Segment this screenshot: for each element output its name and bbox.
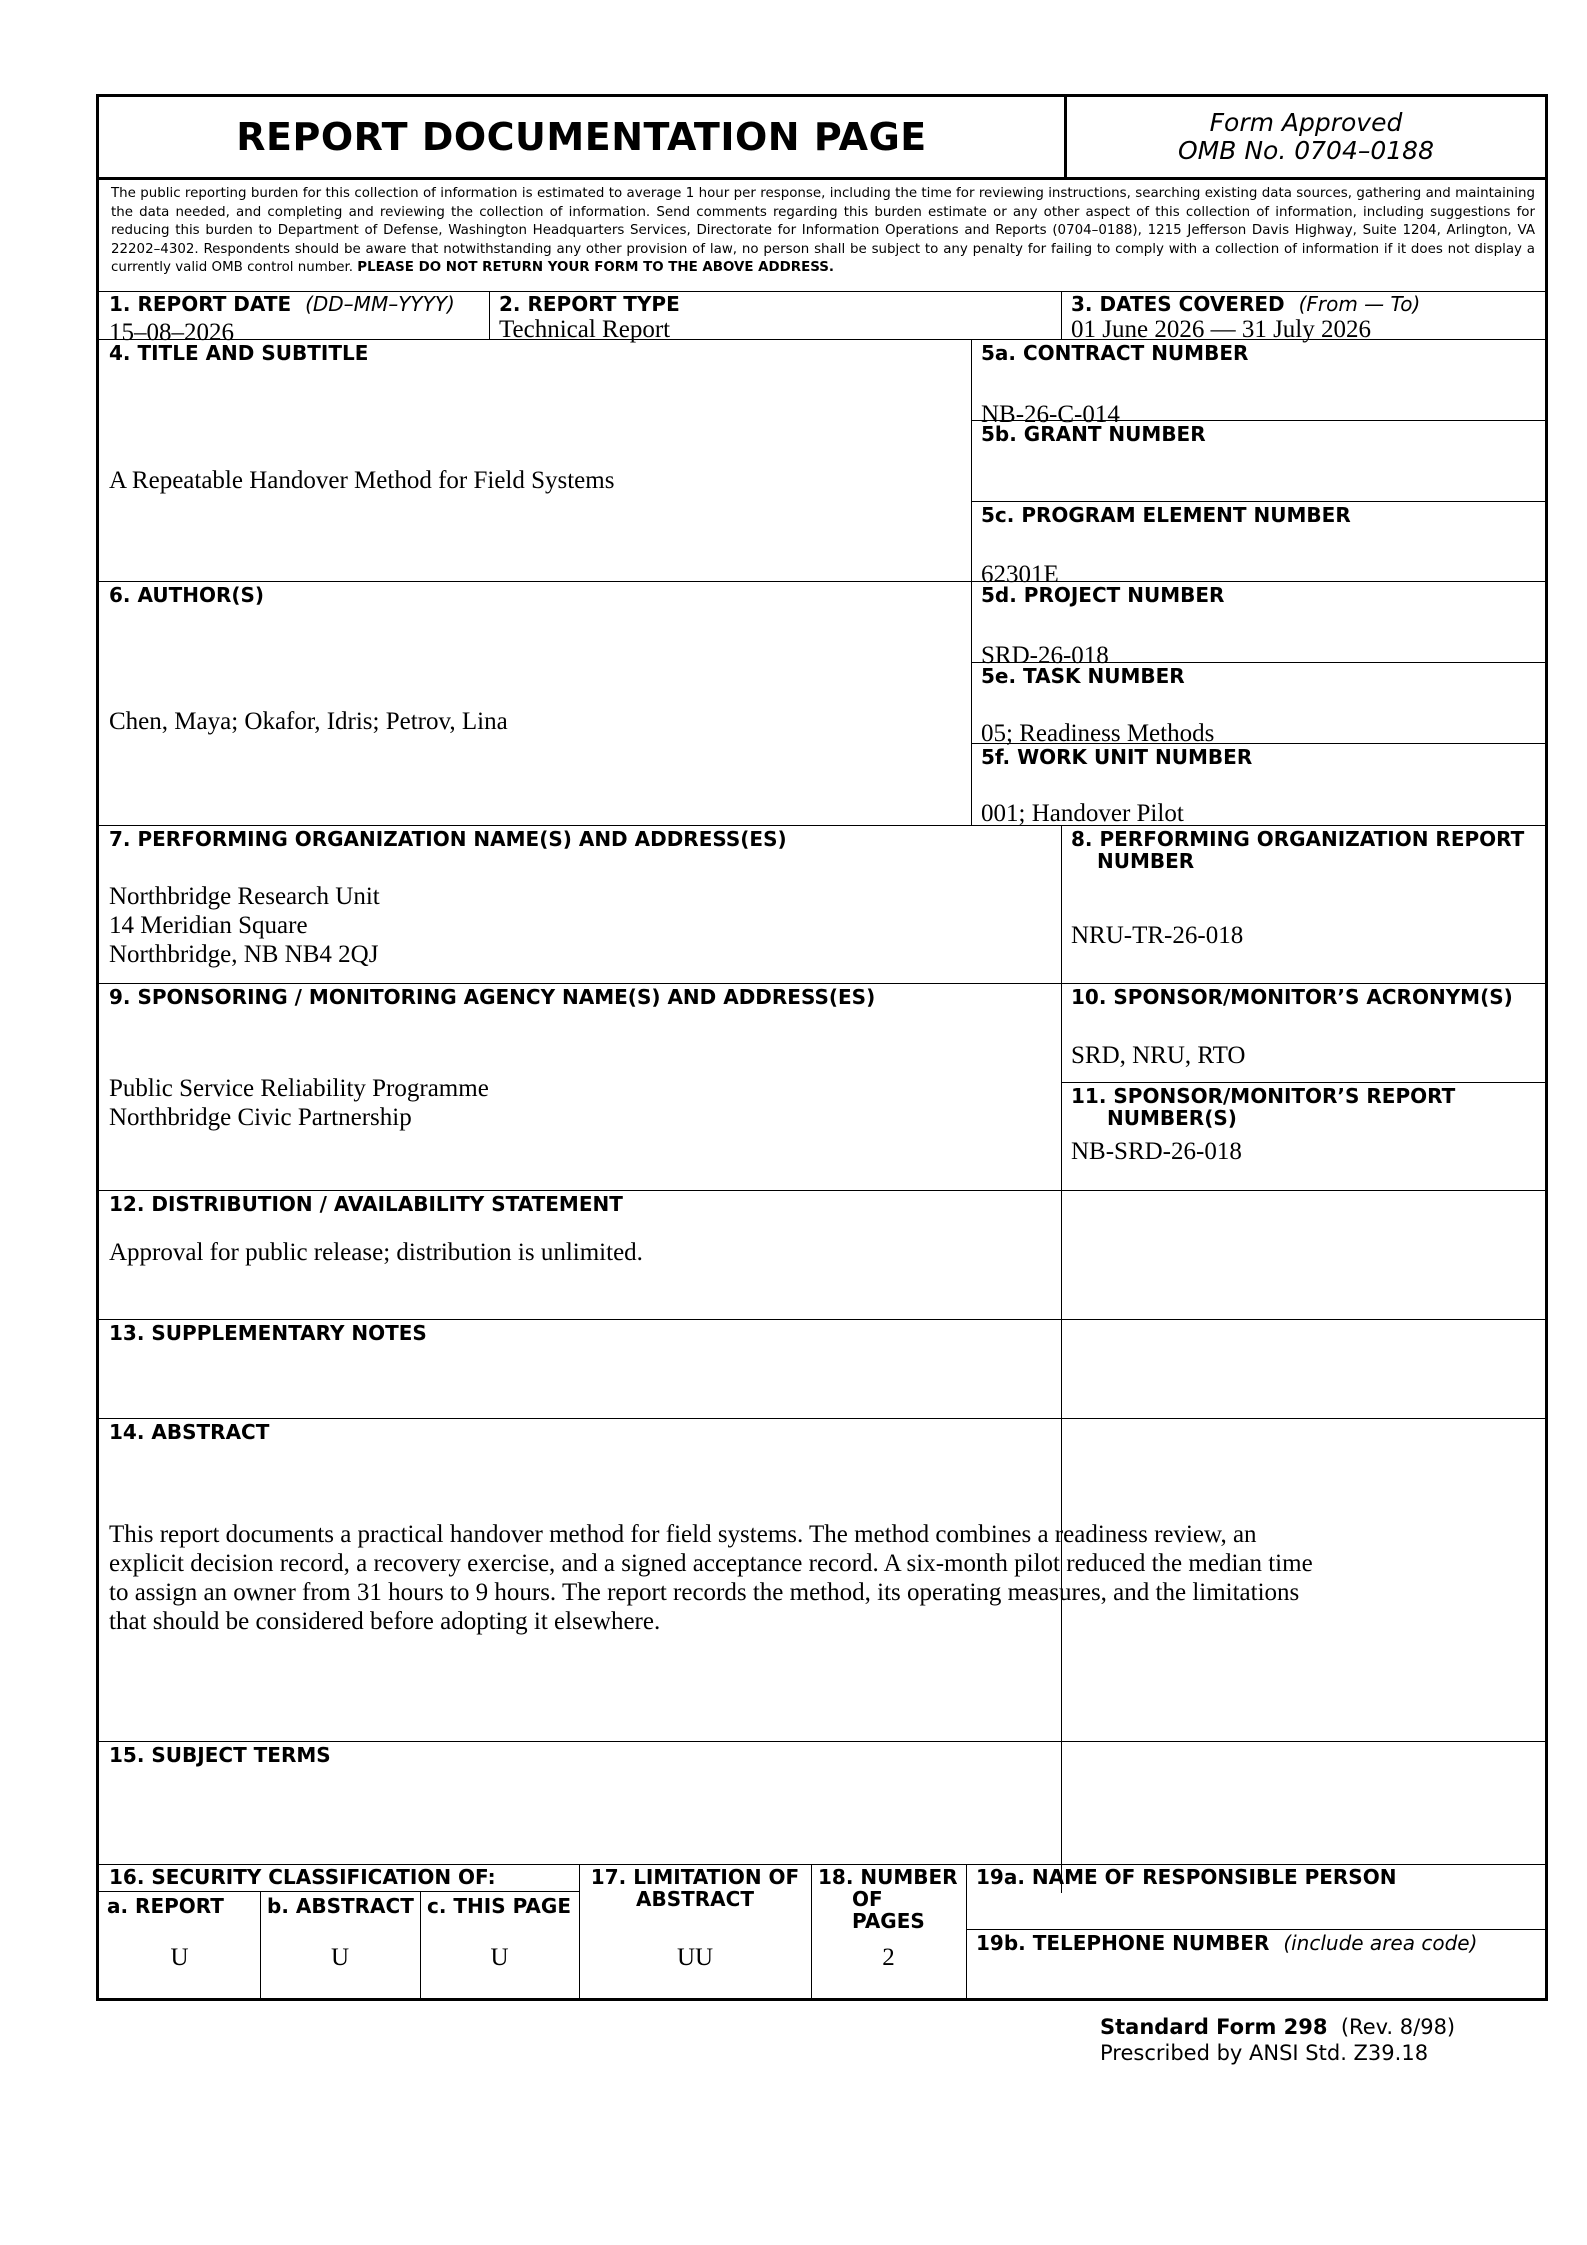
burden-notice-emphasis: PLEASE DO NOT RETURN YOUR FORM TO THE ABOVE ADDRESS. — [357, 260, 834, 275]
burden-notice-text: The public reporting burden for this collection of information is estimated to average 1 hour per response, including the time for reviewing instructions, searching existing data sources, gathering and maintaining the data needed, and completing and reviewing the collection of information. Send comments regarding this burden estimate or any other aspect of this collection of information, including suggestions for reducing this burden to Department of Defense, Washington Headquarters Services, Directorate for Information Operations and Reports (0704–0188), 1215 Jefferson Davis Highway, Suite 1204, Arlington, VA 22202–4302. Respondents should be aware that notwithstanding any other provision of law, no person shall be subject to any penalty for failing to comply with a collection of information if it does not display a currently valid OMB control number. — [111, 186, 1535, 275]
abstract-line-4[interactable]: that should be considered before adopting it elsewhere. — [109, 1608, 661, 1635]
prescribed-by: Prescribed by ANSI Std. Z39.18 — [1100, 2041, 1429, 2065]
abstract-line-1[interactable]: This report documents a practical handover method for field systems. The method combines a readiness review, an — [109, 1521, 1257, 1548]
security-report-value[interactable]: U — [170, 1944, 189, 1971]
security-report-label: a. REPORT — [107, 1894, 224, 1918]
form-revision: (Rev. 8/98) — [1340, 2015, 1456, 2039]
telephone-label: 19b. TELEPHONE NUMBER (include area code) — [976, 1931, 1478, 1955]
supplementary-notes-label: 13. SUPPLEMENTARY NOTES — [109, 1321, 427, 1345]
responsible-person-label: 19a. NAME OF RESPONSIBLE PERSON — [976, 1865, 1397, 1889]
security-classification-label: 16. SECURITY CLASSIFICATION OF: — [109, 1865, 496, 1889]
sponsor-acronym-value[interactable]: SRD, NRU, RTO — [1071, 1042, 1246, 1069]
report-type-label: 2. REPORT TYPE — [499, 292, 680, 316]
sponsor-acronym-label: 10. SPONSOR/MONITOR’S ACRONYM(S) — [1071, 985, 1513, 1009]
distribution-label: 12. DISTRIBUTION / AVAILABILITY STATEMENT — [109, 1192, 623, 1216]
sponsor-report-number-label: 11. SPONSOR/MONITOR’S REPORT NUMBER(S) — [1071, 1084, 1456, 1130]
performing-org-line-1[interactable]: Northbridge Research Unit — [109, 883, 380, 910]
number-of-pages-label: 18. NUMBER OF PAGES — [818, 1865, 958, 1933]
number-of-pages-value[interactable]: 2 — [882, 1944, 895, 1971]
telephone-hint: (include area code) — [1283, 1931, 1478, 1955]
limitation-label: 17. LIMITATION OF ABSTRACT — [590, 1865, 800, 1911]
limitation-value[interactable]: UU — [676, 1944, 714, 1971]
form-approved-label: Form Approved — [1209, 108, 1403, 137]
project-number-label: 5d. PROJECT NUMBER — [981, 583, 1225, 607]
security-page-label: c. THIS PAGE — [427, 1894, 571, 1918]
report-date-label: 1. REPORT DATE (DD–MM–YYYY) — [109, 292, 455, 316]
contract-number-value[interactable]: NB-26-C-014 — [981, 401, 1120, 428]
performing-org-line-3[interactable]: Northbridge, NB NB4 2QJ — [109, 941, 379, 968]
work-unit-value[interactable]: 001; Handover Pilot — [981, 800, 1184, 827]
report-date-hint: (DD–MM–YYYY) — [305, 292, 455, 316]
dates-covered-hint: (From — To) — [1298, 292, 1421, 316]
project-number-value[interactable]: SRD-26-018 — [981, 642, 1109, 669]
security-page-value[interactable]: U — [490, 1944, 509, 1971]
task-number-label: 5e. TASK NUMBER — [981, 664, 1185, 688]
title-label: 4. TITLE AND SUBTITLE — [109, 341, 369, 365]
program-element-value[interactable]: 62301E — [981, 561, 1059, 588]
sponsor-report-number-value[interactable]: NB-SRD-26-018 — [1071, 1138, 1242, 1165]
grant-number-label: 5b. GRANT NUMBER — [981, 422, 1206, 446]
form-approval-block — [1067, 109, 1545, 165]
subject-terms-label: 15. SUBJECT TERMS — [109, 1743, 331, 1767]
distribution-value[interactable]: Approval for public release; distribution is unlimited. — [109, 1239, 643, 1266]
report-type-value[interactable]: Technical Report — [499, 316, 671, 343]
authors-value[interactable]: Chen, Maya; Okafor, Idris; Petrov, Lina — [109, 708, 508, 735]
program-element-label: 5c. PROGRAM ELEMENT NUMBER — [981, 503, 1351, 527]
sponsoring-agency-line-1[interactable]: Public Service Reliability Programme — [109, 1075, 489, 1102]
security-abstract-value[interactable]: U — [330, 1944, 350, 1971]
report-date-value[interactable]: 15–08–2026 — [109, 319, 234, 346]
form-designation — [1100, 2014, 1540, 2040]
abstract-label: 14. ABSTRACT — [109, 1420, 270, 1444]
task-number-value[interactable]: 05; Readiness Methods — [981, 720, 1215, 747]
sponsoring-agency-line-2[interactable]: Northbridge Civic Partnership — [109, 1104, 412, 1131]
abstract-line-2[interactable]: explicit decision record, a recovery exercise, and a signed acceptance record. A six-month pilot reduced the median time — [109, 1550, 1313, 1577]
security-abstract-label: b. ABSTRACT — [267, 1894, 414, 1918]
performing-report-number-value[interactable]: NRU-TR-26-018 — [1071, 922, 1244, 949]
form-name: Standard Form 298 — [1100, 2015, 1328, 2039]
page-title: REPORT DOCUMENTATION PAGE — [236, 115, 927, 159]
authors-label: 6. AUTHOR(S) — [109, 583, 265, 607]
burden-notice — [111, 185, 1535, 278]
omb-number: OMB No. 0704–0188 — [1178, 136, 1434, 165]
abstract-line-3[interactable]: to assign an owner from 31 hours to 9 hours. The report records the method, its operating measures, and the limitations — [109, 1579, 1300, 1606]
sponsoring-agency-label: 9. SPONSORING / MONITORING AGENCY NAME(S) AND ADDRESS(ES) — [109, 985, 876, 1009]
performing-org-label: 7. PERFORMING ORGANIZATION NAME(S) AND ADDRESS(ES) — [109, 827, 787, 851]
dates-covered-value[interactable]: 01 June 2026 — 31 July 2026 — [1071, 316, 1371, 343]
performing-org-line-2[interactable]: 14 Meridian Square — [109, 912, 308, 939]
report-documentation-form — [96, 94, 1548, 2001]
work-unit-label: 5f. WORK UNIT NUMBER — [981, 745, 1253, 769]
dates-covered-label: 3. DATES COVERED (From — To) — [1071, 292, 1421, 316]
title-value[interactable]: A Repeatable Handover Method for Field Systems — [109, 467, 615, 494]
form-footer — [1100, 2014, 1540, 2066]
contract-number-label: 5a. CONTRACT NUMBER — [981, 341, 1249, 365]
performing-report-number-label: 8. PERFORMING ORGANIZATION REPORT NUMBER — [1071, 827, 1525, 873]
